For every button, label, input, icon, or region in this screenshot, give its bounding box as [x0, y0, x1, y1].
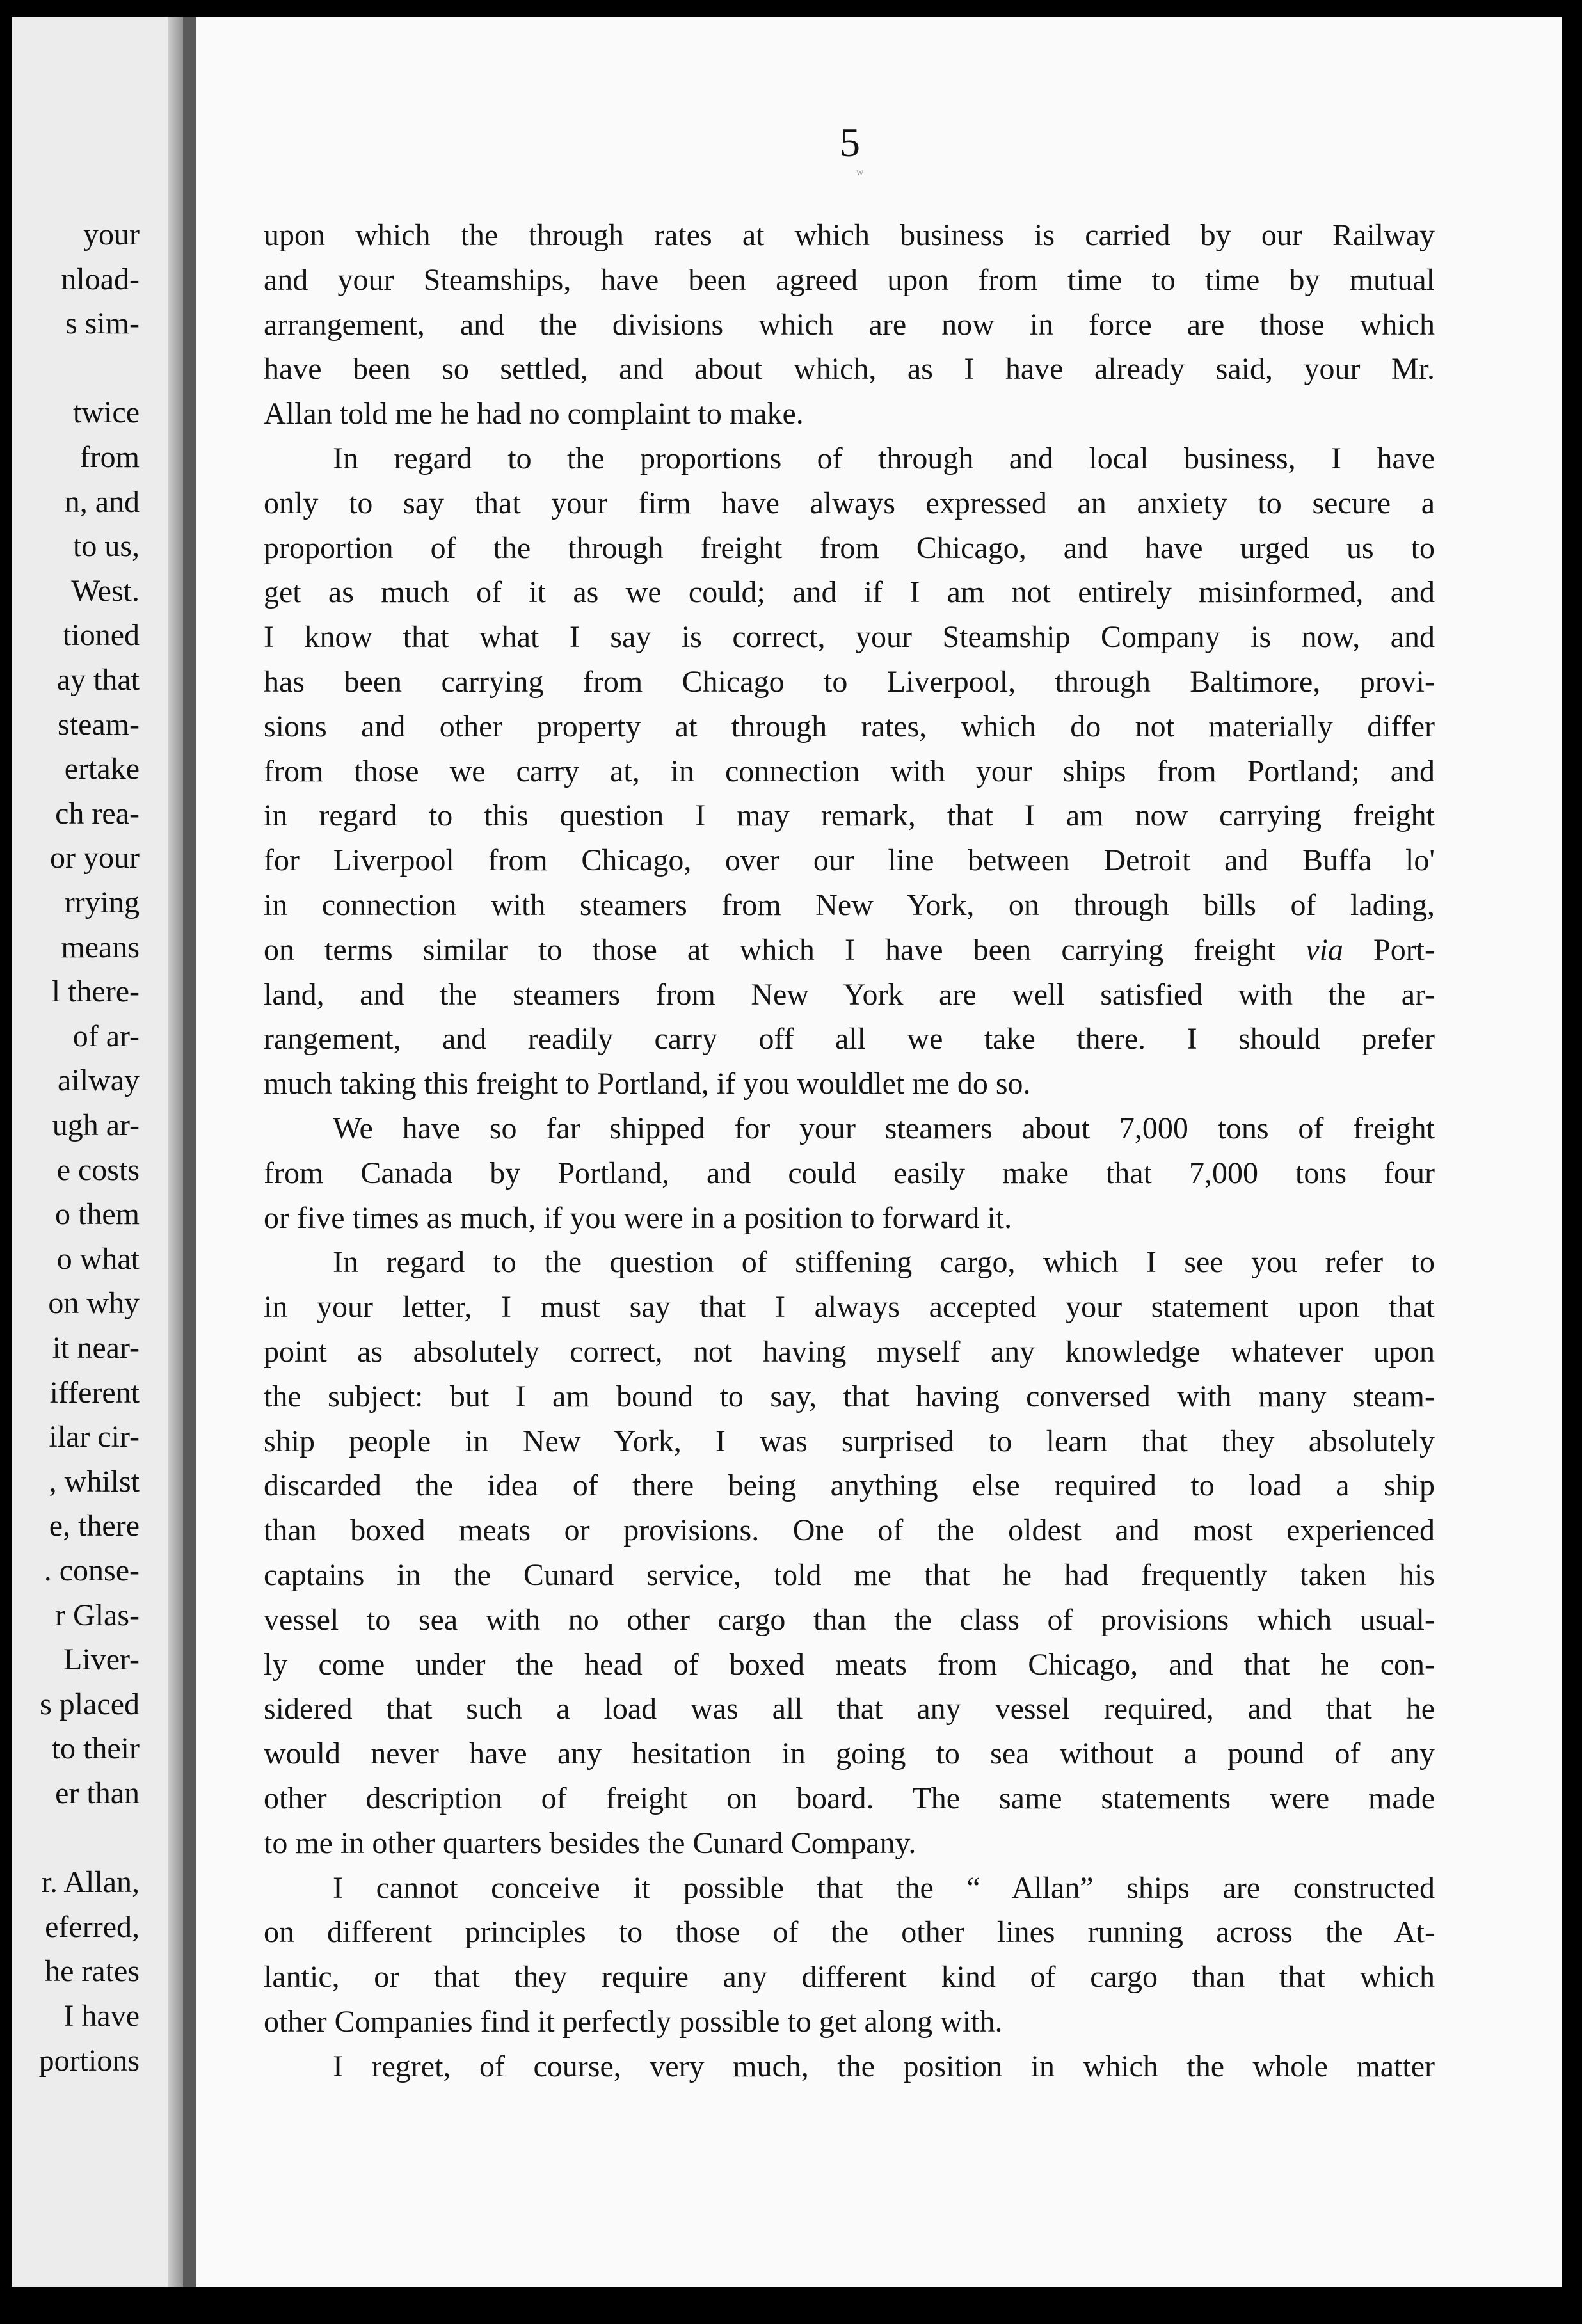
body-line: discarded the idea of there being anything else required to load a ship [264, 1468, 1435, 1503]
body-line: other description of freight on board. The same statements were made [264, 1781, 1435, 1815]
body-line: In regard to the question of stiffening cargo, which I see you refer to [333, 1245, 1435, 1280]
body-line: other Companies find it perfectly possible to get along with. [264, 2005, 1003, 2039]
body-line: lantic, or that they require any different kind of cargo than that which [264, 1960, 1435, 1994]
previous-page-line: ugh ar- [52, 1108, 140, 1142]
body-line: land, and the steamers from New York are well satisfied with the ar- [264, 977, 1435, 1012]
previous-page-line: West. [71, 573, 140, 608]
previous-page-line: ailway [58, 1063, 140, 1098]
previous-page-line: he rates [45, 1954, 140, 1989]
previous-page-line: er than [55, 1776, 140, 1810]
previous-page-line: s placed [40, 1687, 140, 1721]
body-line: point as absolutely correct, not having myself any knowledge whatever upon [264, 1335, 1435, 1369]
previous-page-line: o what [56, 1241, 140, 1276]
previous-page-line: it near- [52, 1331, 140, 1365]
previous-page-line: eferred, [45, 1909, 140, 1944]
body-line: captains in the Cunard service, told me that he had frequently taken his [264, 1558, 1435, 1592]
previous-page-line: from [79, 440, 140, 474]
body-line: arrangement, and the divisions which are now in force are those which [264, 307, 1435, 342]
body-line: get as much of it as we could; and if I am not entirely misinformed, and [264, 575, 1435, 610]
body-line: In regard to the proportions of through and local business, I have [333, 442, 1435, 475]
body-line: proportion of the through freight from Chicago, and have urged us to [264, 530, 1435, 565]
body-line: in regard to this question I may remark, that I am now carrying freight [264, 799, 1435, 833]
previous-page-line: twice [73, 395, 140, 430]
body-line: in connection with steamers from New York, on through bills of lading, [264, 888, 1435, 922]
previous-page-line: tioned [63, 618, 140, 653]
previous-page-line: ilar cir- [49, 1420, 140, 1454]
body-line: vessel to sea with no other cargo than the class of provisions which usual- [264, 1602, 1435, 1637]
previous-page-line: ay that [56, 663, 140, 697]
body-line: to me in other quarters besides the Cunard Company. [264, 1826, 916, 1860]
body-line: or five times as much, if you were in a position to forward it. [264, 1200, 1012, 1235]
previous-page-line: ch rea- [55, 796, 140, 831]
previous-page-line: . conse- [44, 1554, 140, 1588]
body-line: ship people in New York, I was surprised to learn that they absolutely [264, 1424, 1435, 1458]
page-mark: ʷ [856, 165, 864, 184]
body-line: much taking this freight to Portland, if you wouldlet me do so. [264, 1067, 1031, 1101]
body-line: Allan told me he had no complaint to make. [264, 397, 804, 431]
previous-page-line: e costs [56, 1152, 140, 1187]
previous-page-line: means [61, 930, 140, 964]
previous-page-line: I have [63, 1999, 140, 2033]
body-line: for Liverpool from Chicago, over our line between Detroit and Buffa lo' [264, 843, 1435, 878]
page-number: 5 [840, 120, 860, 165]
body-line: sions and other property at through rates, which do not materially differ [264, 709, 1435, 744]
previous-page-line: l there- [51, 975, 140, 1009]
body-line: from those we carry at, in connection with your ships from Portland; and [264, 754, 1435, 788]
body-line: and your Steamships, have been agreed upon from time to time by mutual [264, 262, 1435, 297]
previous-page-line: your [83, 218, 140, 251]
previous-page-line: r. Allan, [41, 1865, 140, 1900]
previous-page-line: , whilst [49, 1464, 140, 1499]
previous-page-line: ifferent [49, 1375, 140, 1410]
body-line: sidered that such a load was all that any vessel required, and that he [264, 1692, 1435, 1726]
body-line: I cannot conceive it possible that the “ Allan” ships are constructed [333, 1870, 1435, 1905]
body-line: in your letter, I must say that I always accepted your statement upon that [264, 1290, 1435, 1325]
previous-page-line: steam- [58, 707, 140, 742]
body-line: has been carrying from Chicago to Liverpool, through Baltimore, provi- [264, 665, 1435, 699]
body-line: on terms similar to those at which I have been carrying freight via Port- [264, 932, 1435, 967]
body-line: We have so far shipped for your steamers about 7,000 tons of freight [333, 1111, 1435, 1145]
body-line: have been so settled, and about which, as I have already said, your Mr. [264, 352, 1435, 386]
body-line: the subject: but I am bound to say, that having conversed with many steam- [264, 1379, 1435, 1413]
previous-page-line: n, and [64, 484, 140, 519]
body-line: than boxed meats or provisions. One of the oldest and most experienced [264, 1513, 1435, 1548]
previous-page-line: nload- [61, 262, 140, 296]
body-line: upon which the through rates at which business is carried by our Railway [264, 218, 1435, 252]
previous-page-line: e, there [49, 1509, 140, 1543]
body-line: on different principles to those of the other lines running across the At- [264, 1915, 1435, 1950]
body-line: ly come under the head of boxed meats from Chicago, and that he con- [264, 1647, 1435, 1682]
previous-page-line: s sim- [65, 306, 140, 341]
previous-page-line: of ar- [72, 1019, 140, 1053]
previous-page-line: ertake [64, 752, 140, 786]
previous-page-line: on why [48, 1286, 140, 1321]
previous-page-line: rrying [64, 886, 140, 919]
body-line: I regret, of course, very much, the position in which the whole matter [333, 2049, 1435, 2083]
body-line: from Canada by Portland, and could easily make that 7,000 tons four [264, 1156, 1435, 1190]
previous-page-line: portions [38, 2043, 140, 2078]
previous-page-line: or your [50, 841, 140, 875]
previous-page-line: to us, [72, 529, 140, 564]
previous-page-line: to their [51, 1731, 140, 1766]
body-line: rangement, and readily carry off all we take there. I should prefer [264, 1022, 1435, 1056]
previous-page-line: o them [55, 1197, 140, 1232]
body-line: would never have any hesitation in going to sea without a pound of any [264, 1737, 1435, 1771]
previous-page-line: r Glas- [55, 1598, 140, 1632]
previous-page-line: Liver- [63, 1643, 140, 1677]
body-line: I know that what I say is correct, your Steamship Company is now, and [264, 620, 1435, 655]
body-line: only to say that your firm have always expressed an anxiety to secure a [264, 486, 1435, 520]
